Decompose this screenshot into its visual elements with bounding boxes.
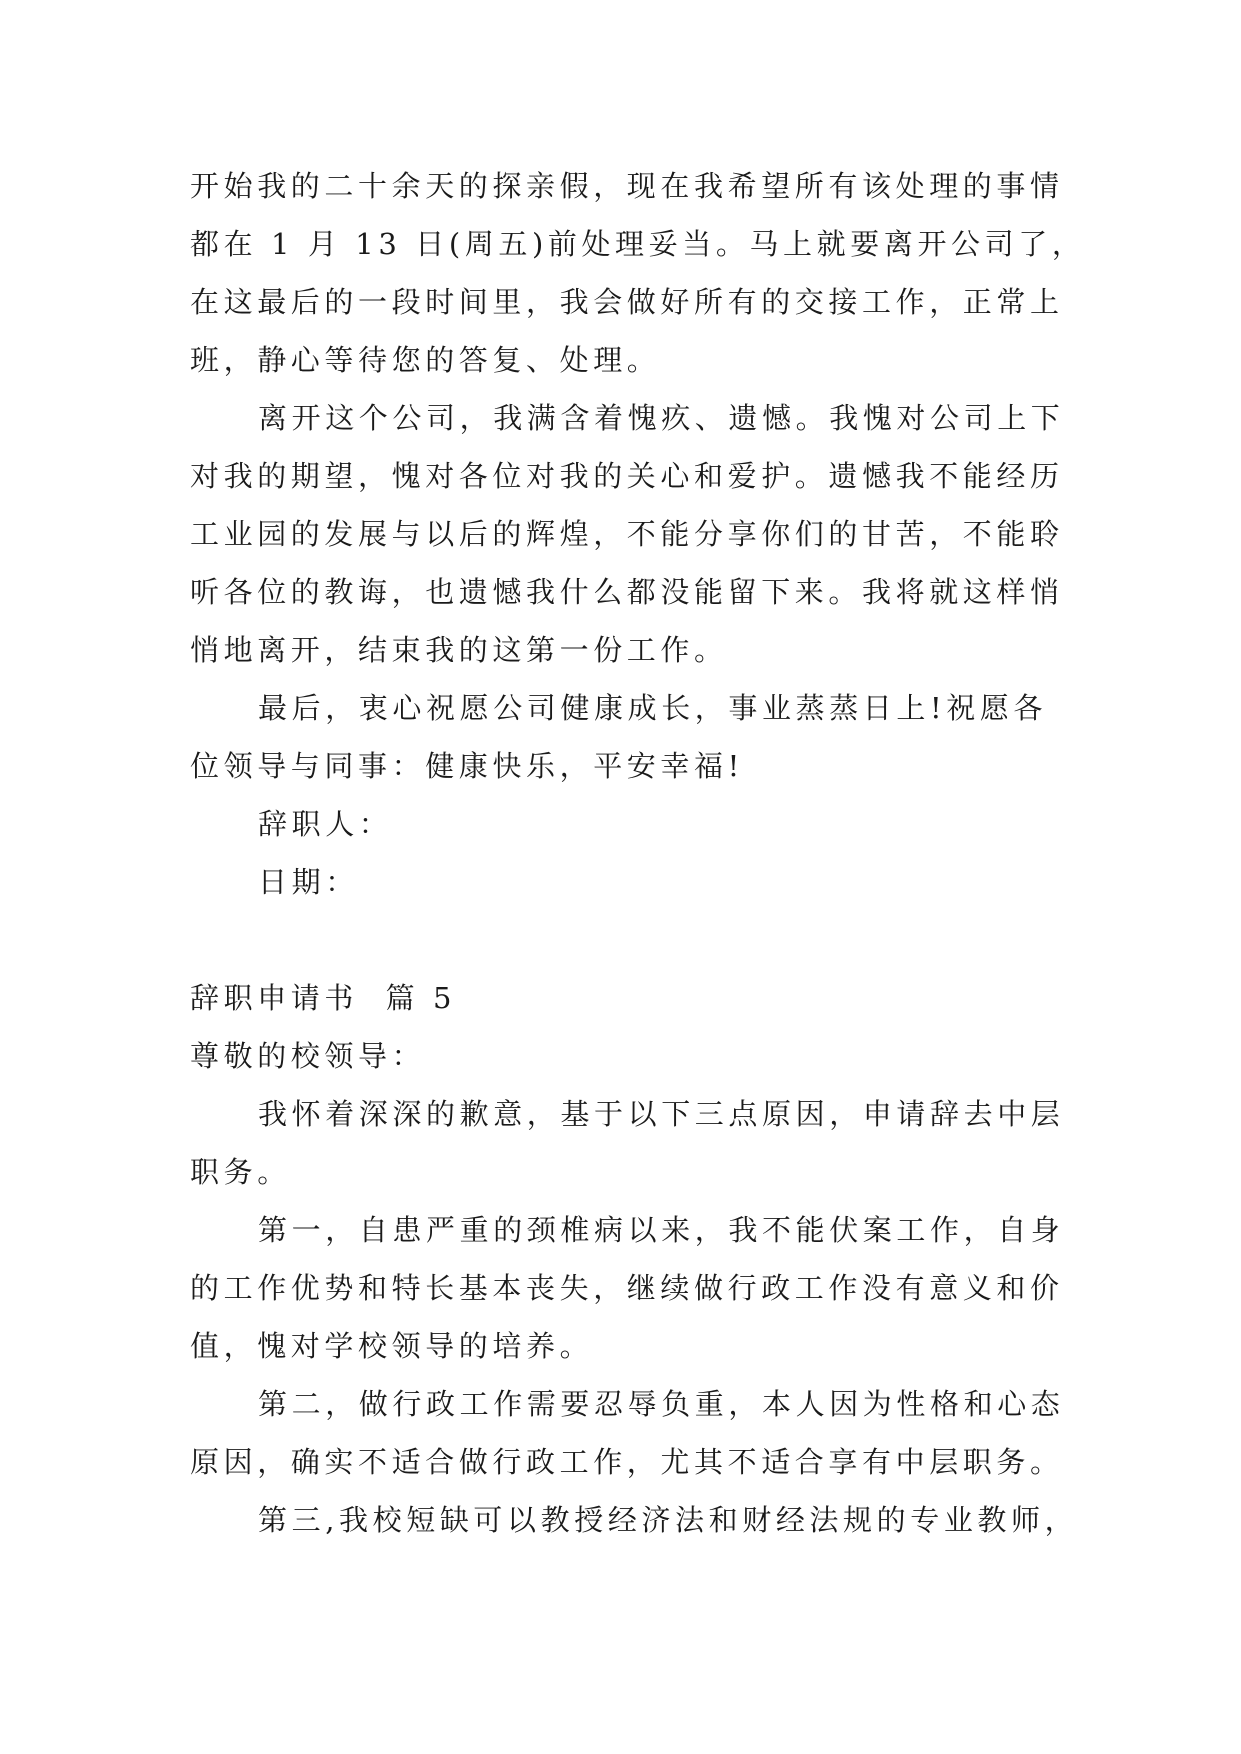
text-line: 悄地离开，结束我的这第一份工作。 [190,633,728,667]
text-line: 在这最后的一段时间里，我会做好所有的交接工作，正常上 [190,285,1064,319]
text-line: 最后，衷心祝愿公司健康成长，事业蒸蒸日上!祝愿各 [258,691,1048,725]
text-line: 第二，做行政工作需要忍辱负重，本人因为性格和心态 [258,1387,1065,1421]
text-line: 离开这个公司，我满含着愧疚、遗憾。我愧对公司上下 [258,401,1065,435]
text-line: 开始我的二十余天的探亲假，现在我希望所有该处理的事情 [190,169,1064,203]
text-line: 第一，自患严重的颈椎病以来，我不能伏案工作，自身 [258,1213,1065,1247]
text-line: 值，愧对学校领导的培养。 [190,1329,594,1363]
text-line: 原因，确实不适合做行政工作，尤其不适合享有中层职务。 [190,1445,1064,1479]
text-line: 的工作优势和特长基本丧失，继续做行政工作没有意义和价 [190,1271,1064,1305]
text-line: 位领导与同事：健康快乐，平安幸福! [190,749,744,783]
signature-label: 辞职人： [258,807,393,841]
text-line: 对我的期望，愧对各位对我的关心和爱护。遗憾我不能经历 [190,459,1064,493]
text-line: 我怀着深深的歉意，基于以下三点原因，申请辞去中层 [258,1097,1065,1131]
date-label: 日期： [258,865,359,899]
section-title: 辞职申请书 篇 5 [190,981,457,1015]
text-line: 职务。 [190,1155,291,1189]
text-line: 都在 1 月 13 日(周五)前处理妥当。马上就要离开公司了， [190,227,1086,261]
text-line: 听各位的教诲，也遗憾我什么都没能留下来。我将就这样悄 [190,575,1064,609]
salutation: 尊敬的校领导： [190,1039,426,1073]
text-line: 班，静心等待您的答复、处理。 [190,343,661,377]
text-line: 第三,我校短缺可以教授经济法和财经法规的专业教师， [258,1503,1079,1537]
text-line: 工业园的发展与以后的辉煌，不能分享你们的甘苦，不能聆 [190,517,1064,551]
